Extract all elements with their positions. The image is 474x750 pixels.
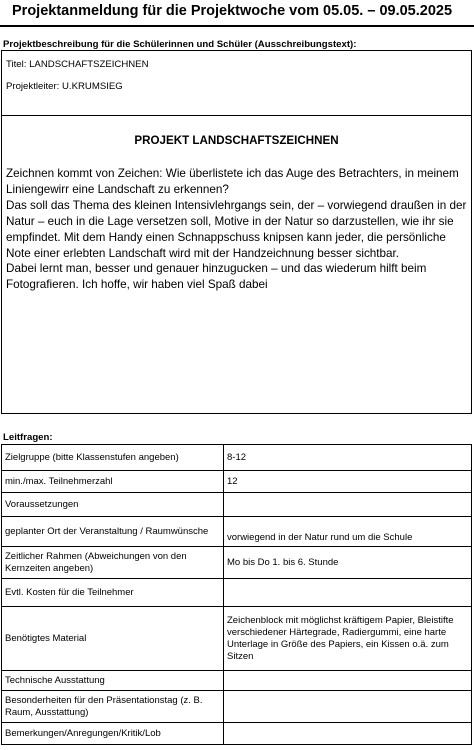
project-leader-line: Projektleiter: U.KRUMSIEG: [6, 81, 123, 92]
question-cell: Voraussetzungen: [2, 493, 224, 517]
project-title-line: Titel: LANDSCHAFTSZEICHNEN: [6, 59, 149, 70]
question-cell: Zielgruppe (bitte Klassenstufen angeben): [2, 445, 224, 471]
project-heading: PROJEKT LANDSCHAFTSZEICHNEN: [134, 134, 339, 147]
answer-cell[interactable]: [224, 493, 472, 517]
section-label: Projektbeschreibung für die Schülerinnen und Schüler (Ausschreibungstext):: [3, 39, 357, 50]
table-row: [2, 445, 472, 471]
answer-cell[interactable]: 8-12: [224, 445, 472, 471]
project-description-box: [1, 50, 472, 414]
project-description-text: [6, 166, 468, 293]
description-paragraph: Dabei lernt man, besser und genauer hinzugucken – und das wiederum hilft beim Fotografieren. Ich hoffe, wir haben viel Spaß dabei: [6, 262, 427, 292]
question-cell: Benötigtes Material: [2, 607, 224, 671]
box-divider: [2, 115, 471, 116]
title-underline: [0, 25, 474, 27]
table-row: [2, 691, 472, 723]
question-cell: Bemerkungen/Anregungen/Kritik/Lob: [2, 723, 224, 745]
page-title: Projektanmeldung für die Projektwoche vom 05.05. – 09.05.2025: [12, 3, 453, 19]
question-cell: min./max. Teilnehmerzahl: [2, 471, 224, 493]
answer-cell[interactable]: [224, 691, 472, 723]
table-row: [2, 723, 472, 745]
answer-cell[interactable]: Zeichenblock mit möglichst kräftigem Papier, Bleistifte verschiedener Härtegrade, Radiergummi, eine harte Unterlage in Größe des Papiers, ein Kissen o.ä. zum Sitzen: [224, 607, 472, 671]
answer-cell[interactable]: [224, 671, 472, 691]
table-row: [2, 671, 472, 691]
question-cell: Evtl. Kosten für die Teilnehmer: [2, 579, 224, 607]
table-row: [2, 547, 472, 579]
table-row: [2, 471, 472, 493]
table-row: [2, 607, 472, 671]
leitfragen-table: [1, 444, 472, 745]
answer-cell[interactable]: vorwiegend in der Natur rund um die Schule: [224, 517, 472, 547]
question-cell: geplanter Ort der Veranstaltung / Raumwünsche: [2, 517, 224, 547]
question-cell: Zeitlicher Rahmen (Abweichungen von den Kernzeiten angeben): [2, 547, 224, 579]
answer-cell[interactable]: [224, 723, 472, 745]
question-cell: Besonderheiten für den Präsentationstag (z. B. Raum, Ausstattung): [2, 691, 224, 723]
description-paragraph: Das soll das Thema des kleinen Intensivlehrgangs sein, der – vorwiegend draußen in der Natur – euch in die Lage versetzen soll, Motive in der Natur so darzustellen, wie ihr sie empfindet. Mit dem Handy einen Schnappschuss knipsen kann jeder, die persönliche Note einer erlebten Landschaft wird mit der Handzeichnung besser sichtbar.: [6, 198, 467, 260]
table-row: [2, 517, 472, 547]
description-paragraph: Zeichnen kommt von Zeichen: Wie überlistete ich das Auge des Betrachters, in meinem Liniengewirr eine Landschaft zu erkennen?: [6, 167, 459, 196]
table-row: [2, 493, 472, 517]
answer-cell[interactable]: Mo bis Do 1. bis 6. Stunde: [224, 547, 472, 579]
question-cell: Technische Ausstattung: [2, 671, 224, 691]
table-row: [2, 579, 472, 607]
answer-cell[interactable]: 12: [224, 471, 472, 493]
answer-cell[interactable]: [224, 579, 472, 607]
leitfragen-label: Leitfragen:: [3, 432, 53, 443]
